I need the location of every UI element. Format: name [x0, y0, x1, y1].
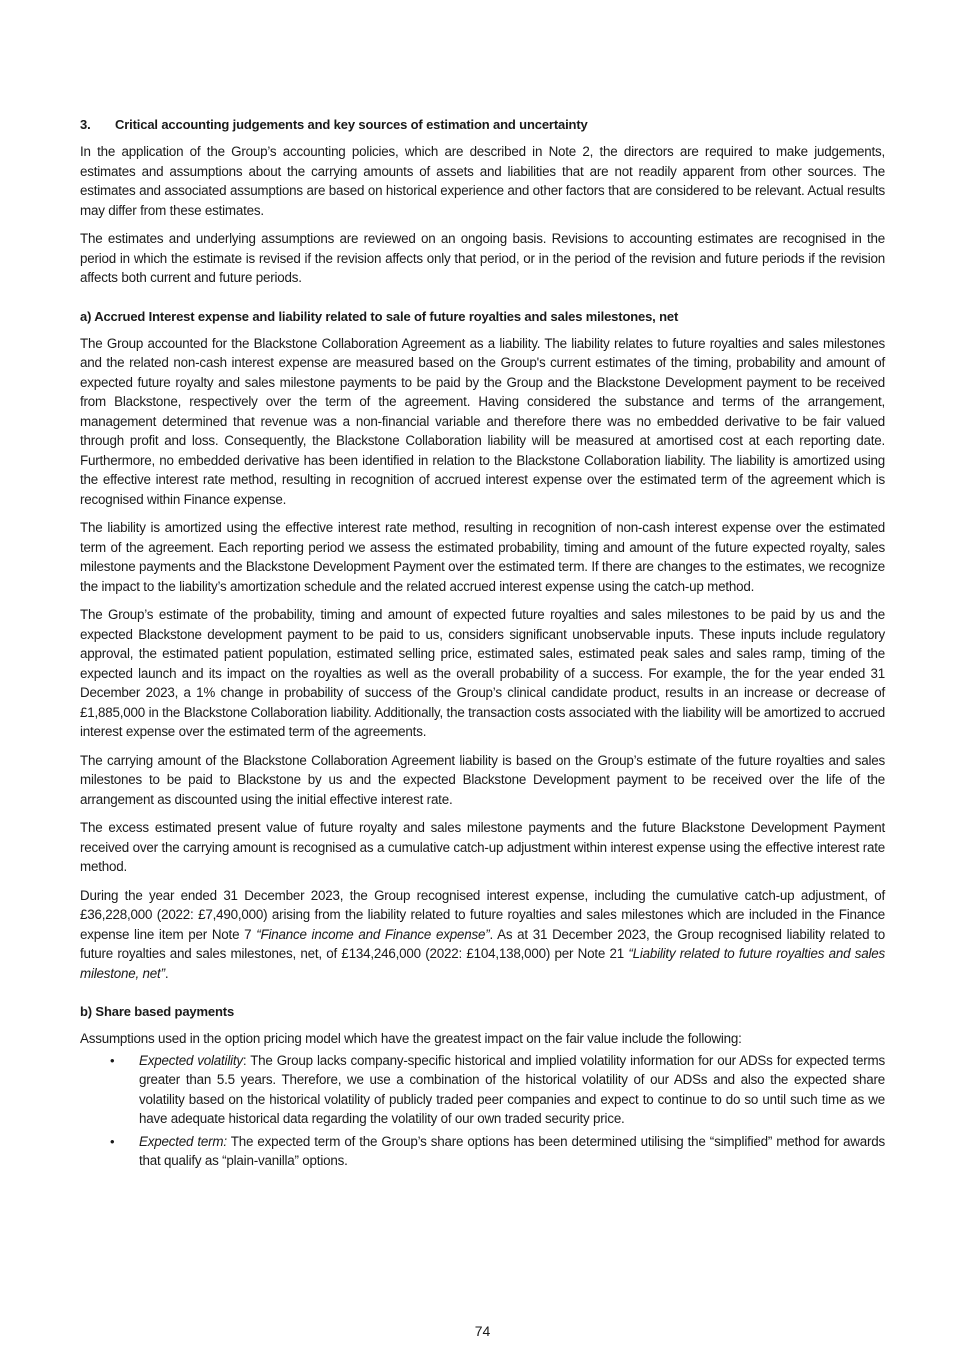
paragraph-text: During the year ended 31 December 2023, the Group recognised interest expense, including the cumulative catch-up adjustment, of £36,228,000 (2022: £7,490,000) arising from the liability related to future royalties and sales milestones which are included in the Finance expense line item per Note 7 — [80, 887, 885, 942]
list-item-term: Expected term: — [139, 1133, 227, 1149]
note-7-reference: “Finance income and Finance expense” — [256, 926, 490, 942]
list-item — [110, 1051, 885, 1129]
subsection-b-heading: b) Share based payments — [80, 1004, 235, 1019]
section-heading — [80, 116, 885, 133]
bullet-icon: • — [110, 1052, 115, 1068]
body-paragraph: The carrying amount of the Blackstone Collaboration Agreement liability is based on the Group’s estimate of the future royalties and sales milestones to be paid to Blackstone by us and the expected Blackstone Development payment to be received over the life of the arrangement as discounted using the initial effective interest rate. — [80, 752, 885, 807]
body-paragraph: The Group accounted for the Blackstone Collaboration Agreement as a liability. The liability relates to future royalties and sales milestones and the related non-cash interest expense are measured based on the Group's current estimates of the timing, probability and amount of expected future royalty and sales milestone payments to be paid by the Group and the Blackstone Development payment to be received from Blackstone, respectively over the term of the agreement. Having considered the substance and terms of the arrangement, management determined that revenue was a non-financial variable and therefore there was no embedded derivative to be fair valued through profit and loss. Consequently, the Blackstone Collaboration liability will be measured at amortised cost at each reporting date. Furthermore, no embedded derivative has been identified in relation to the Blackstone Collaboration liability. The liability is amortized using the effective interest rate method, resulting in recognition of accrued interest expense over the estimated term of the agreement which is recognised within Finance expense. — [80, 335, 885, 507]
body-paragraph: Assumptions used in the option pricing model which have the greatest impact on the fair value include the following: — [80, 1031, 742, 1046]
body-paragraph: The liability is amortized using the effective interest rate method, resulting in recognition of non-cash interest expense over the estimated term of the agreement. Each reporting period we assess the estimated probability, timing and amount of the future expected royalty, sales milestone payments and the Blackstone Development Payment over the estimated term. If there are changes to the estimates, we recognize the impact to the liability’s amortization schedule and the related accrued interest expense using the catch-up method. — [80, 520, 885, 594]
paragraph-text: . As at 31 December 2023, the Group recognised liability related to future royalties and sales milestones, net, of £134,246,000 (2022: £104,138,000) per Note 21 — [80, 926, 885, 961]
intro-paragraph: The estimates and underlying assumptions are reviewed on an ongoing basis. Revisions to accounting estimates are recognised in the period in which the estimate is revised if the revision affects only that period, or in the period of the revision and future periods if the revision affects both current and future periods. — [80, 231, 885, 285]
bullet-icon: • — [110, 1133, 115, 1149]
section-number: 3. — [80, 117, 91, 132]
list-item — [110, 1132, 885, 1171]
list-item-text: The expected term of the Group’s share options has been determined utilising the “simplified” method for awards that qualify as “plain-vanilla” options. — [139, 1133, 885, 1168]
body-paragraph: The Group’s estimate of the probability, timing and amount of expected future royalties and sales milestones to be paid by us and the expected Blackstone development payment to be paid to us, considers significant unobservable inputs. These inputs include regulatory approval, the estimated patient population, estimated selling price, estimated sales, estimated peak sales and sales ramp, timing of the expected launch and its impact on the royalties as well as the overall probability of a success. For example, the for the year ended 31 December 2023, a 1% change in probability of success of the Group’s clinical candidate product, results in an increase or decrease of £1,885,000 in the Blackstone Collaboration liability. Additionally, the transaction costs associated with the liability will be amortized to accrued interest expense over the estimated term of the agreements. — [80, 607, 885, 739]
document-page — [80, 116, 885, 1174]
assumption-list — [80, 1051, 885, 1171]
subsection-a-heading: a) Accrued Interest expense and liability related to sale of future royalties and sales milestones, net — [80, 308, 679, 324]
section-title: Critical accounting judgements and key sources of estimation and uncertainty — [115, 117, 588, 132]
note-21-reference: “Liability related to future royalties and sales milestone, net” — [80, 946, 885, 981]
page-number: 74 — [474, 1323, 491, 1339]
list-item-text: : The Group lacks company-specific historical and implied volatility information for our ADSs for expected terms greater than 5.5 years. Therefore, we use a combination of the historical volatility of our ADSs and also the expected share volatility based on the historical volatility of publicly traded peer companies and expect to continue to do so until such time as we have adequate historical data regarding the volatility of our own traded security price. — [139, 1052, 885, 1126]
paragraph-text: . — [164, 965, 169, 981]
list-item-term: Expected volatility — [139, 1052, 243, 1068]
intro-paragraph: In the application of the Group’s accounting policies, which are described in Note 2, the directors are required to make judgements, estimates and assumptions about the carrying amounts of assets and liabilities that are not readily apparent from other sources. The estimates and associated assumptions are based on historical experience and other factors that are considered to be relevant. Actual results may differ from these estimates. — [80, 144, 885, 218]
body-paragraph: The excess estimated present value of future royalty and sales milestone payments and the future Blackstone Development Payment received over the carrying amount is recognised as a cumulative catch-up adjustment within interest expense using the effective interest rate method. — [80, 820, 885, 874]
interest-expense-paragraph — [80, 886, 885, 984]
